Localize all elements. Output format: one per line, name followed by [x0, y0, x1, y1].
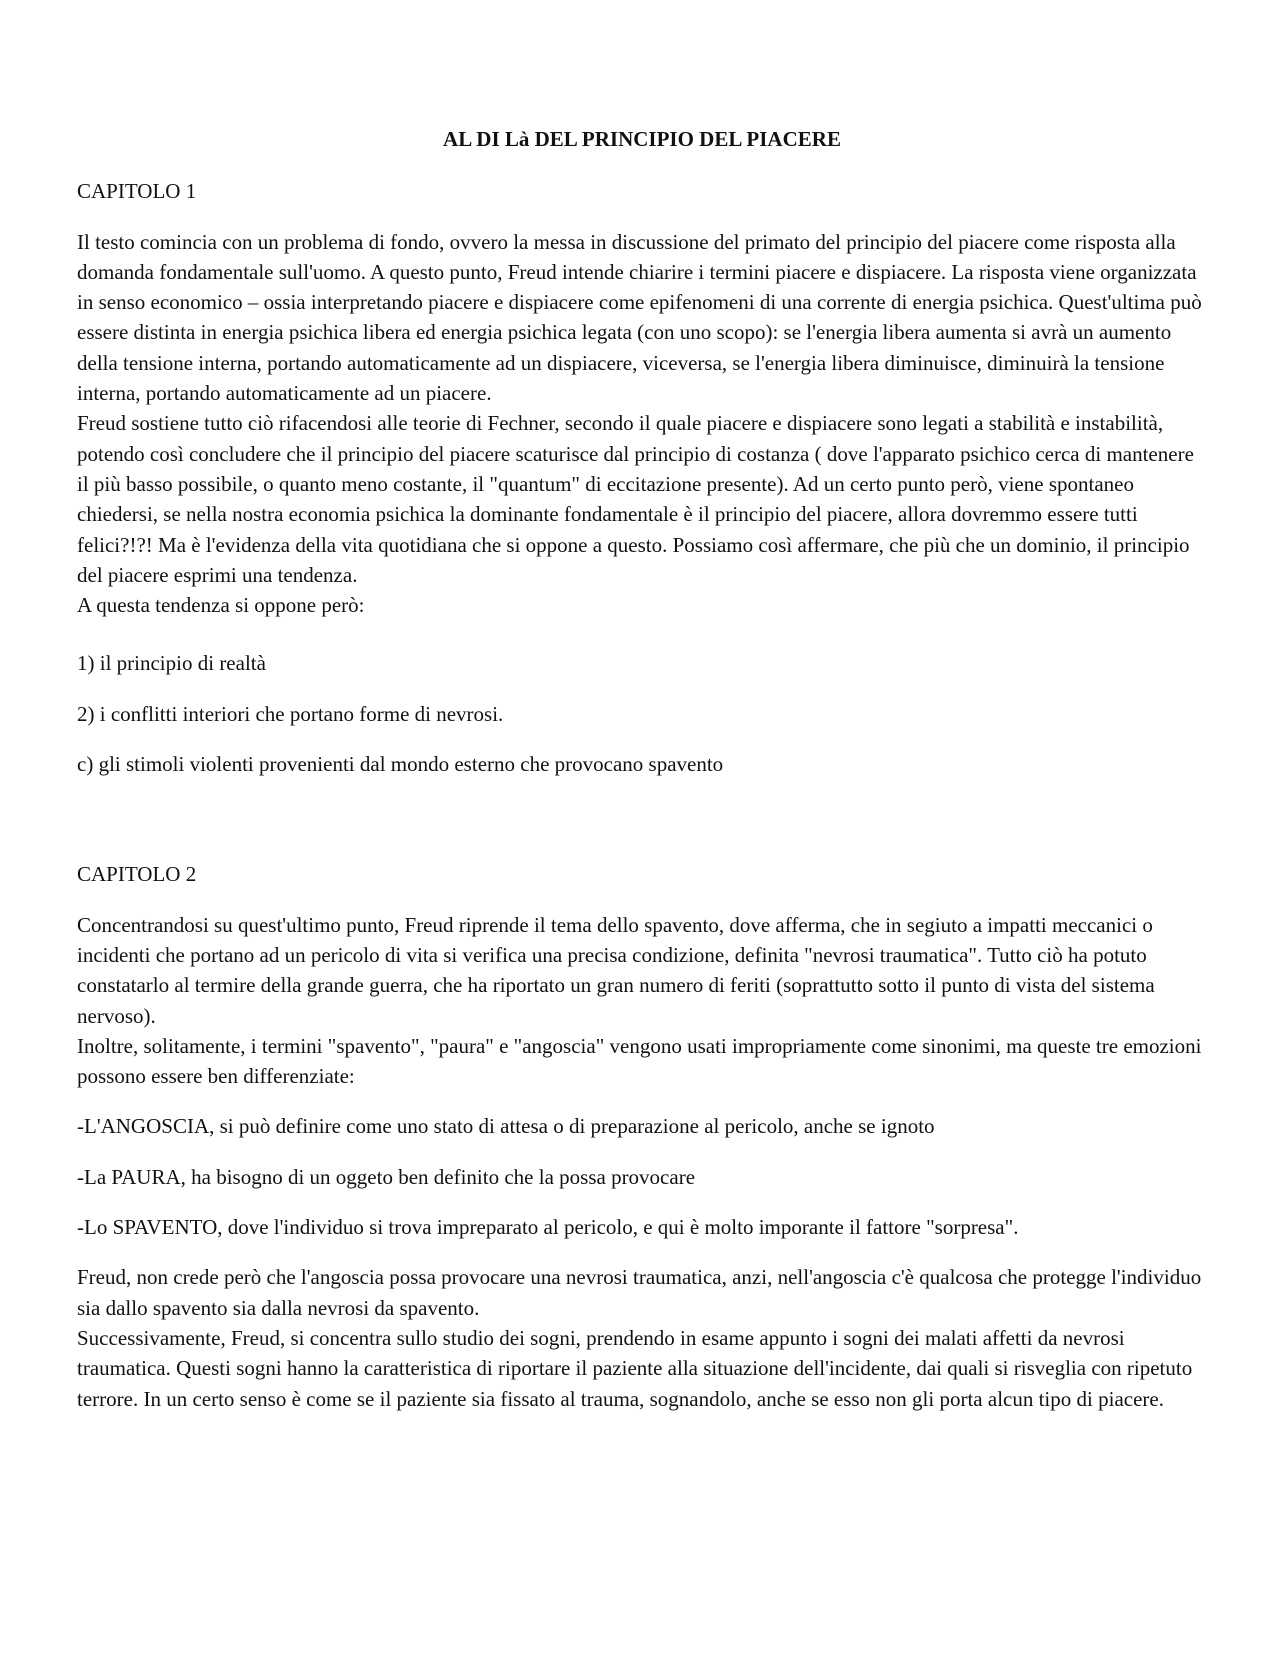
paragraph: Successivamente, Freud, si concentra sullo studio dei sogni, prendendo in esame appunto i sogni dei malati affetti da nevrosi traumatica. Questi sogni hanno la caratteristica di riportare il paziente alla situazione dell'incidente, dai quali si risveglia con ripetuto terrore. In un certo senso è come se il paziente sia fissato al trauma, sognandolo, anche se esso non gli porta alcun tipo di piacere.: [77, 1325, 1193, 1411]
document-page: [77, 124, 1207, 1434]
document-title: AL DI Là DEL PRINCIPIO DEL PIACERE: [443, 127, 841, 151]
paragraph: Il testo comincia con un problema di fondo, ovvero la messa in discussione del primato del principio del piacere come risposta alla domanda fondamentale sull'uomo. A questo punto, Freud intende chiarire i termini piacere e dispiacere. La risposta viene organizzata in senso economico – ossia interpretando piacere e dispiacere come epifenomeni di una corrente di energia psichica. Quest'ultima può essere distinta in energia psichica libera ed energia psichica legata (con uno scopo): se l'energia libera aumenta si avrà un aumento della tensione interna, portando automaticamente ad un dispiacere, viceversa, se l'energia libera diminuisce, diminuirà la tensione interna, portando automaticamente ad un piacere.: [77, 229, 1202, 406]
list-item: -L'ANGOSCIA, si può definire come uno stato di attesa o di preparazione al pericolo, anche se ignoto: [77, 1114, 935, 1139]
list-item: -Lo SPAVENTO, dove l'individuo si trova impreparato al pericolo, e qui è molto imporante il fattore "sorpresa".: [77, 1215, 1019, 1240]
chapter-2-heading: CAPITOLO 2: [77, 862, 197, 887]
paragraph: Freud sostiene tutto ciò rifacendosi alle teorie di Fechner, secondo il quale piacere e dispiacere sono legati a stabilità e instabilità, potendo così concludere che il principio del piacere scaturisce dal principio di costanza ( dove l'apparato psichico cerca di mantenere il più basso possibile, o quanto meno costante, il "quantum" di eccitazione presente). Ad un certo punto però, viene spontaneo chiedersi, se nella nostra economia psichica la dominante fondamentale è il principio del piacere, allora dovremmo essere tutti felici?!?! Ma è l'evidenza della vita quotidiana che si oppone a questo. Possiamo così affermare, che più che un dominio, il principio del piacere esprimi una tendenza.: [77, 411, 1194, 587]
list-item: 2) i conflitti interiori che portano forme di nevrosi.: [77, 701, 504, 726]
paragraph: Freud, non crede però che l'angoscia possa provocare una nevrosi traumatica, anzi, nell'angoscia c'è qualcosa che protegge l'individuo sia dallo spavento sia dalla nevrosi da spavento.: [77, 1265, 1202, 1320]
paragraph: A questa tendenza si oppone però:: [77, 593, 365, 618]
chapter-2-body: [77, 910, 1207, 1092]
chapter-1-heading: CAPITOLO 1: [77, 179, 197, 204]
chapter-1-body: [77, 227, 1207, 621]
list-item: 1) il principio di realtà: [77, 651, 266, 676]
paragraph: Inoltre, solitamente, i termini "spavento", "paura" e "angoscia" vengono usati impropriamente come sinonimi, ma queste tre emozioni possono essere ben differenziate:: [77, 1033, 1202, 1089]
chapter-2-closing: [77, 1262, 1207, 1413]
list-item: c) gli stimoli violenti provenienti dal mondo esterno che provocano spavento: [77, 752, 724, 777]
list-item: -La PAURA, ha bisogno di un oggeto ben definito che la possa provocare: [77, 1164, 696, 1189]
paragraph: Concentrandosi su quest'ultimo punto, Freud riprende il tema dello spavento, dove afferma, che in segiuto a impatti meccanici o incidenti che portano ad un pericolo di vita si verifica una precisa condizione, definita "nevrosi traumatica". Tutto ciò ha potuto constatarlo al termire della grande guerra, che ha riportato un gran numero di feriti (soprattutto sotto il punto di vista del sistema nervoso).: [77, 912, 1155, 1028]
